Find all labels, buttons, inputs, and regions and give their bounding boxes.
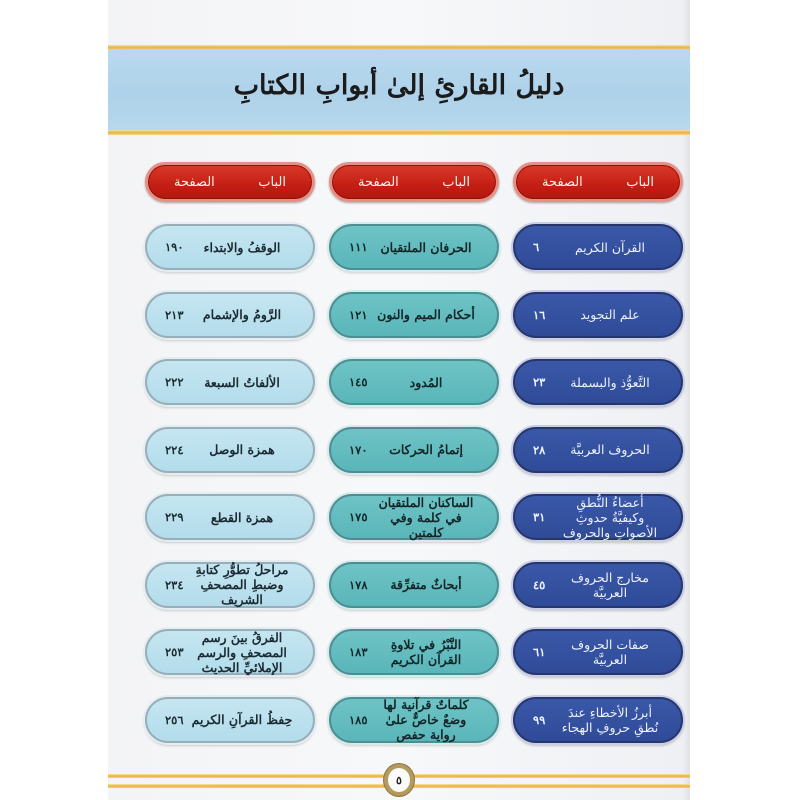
toc-entry[interactable] [145,359,315,405]
toc-entry[interactable] [329,427,499,473]
toc-entry[interactable] [145,494,315,540]
page-number: ٦ [533,240,540,254]
toc-entry[interactable] [513,359,683,405]
page-number: ٣١ [533,510,546,524]
chapter-title: الألفاتُ السبعة [204,374,280,390]
page-number: ١٨٥ [349,712,368,727]
column-header [513,162,683,202]
page-number: ١٨٣ [349,645,368,659]
page-number: ١٩٠ [165,240,184,254]
chapter-title: الوقفُ والابتداء [203,239,281,255]
header-chapter-label: الباب [258,174,286,190]
toc-entry[interactable] [145,697,315,743]
chapter-title: مخارج الحروف العربيَّة [571,569,649,600]
page-number: ٤٥ [533,577,546,592]
toc-entry[interactable] [513,494,683,540]
page-number: ١٧٠ [349,442,368,457]
chapter-title: القرآن الكريم [574,239,645,255]
chapter-title: التَّعوُّذ والبسملة [570,374,650,390]
chapter-title: علم التجويد [580,307,640,322]
header-chapter-label: الباب [626,174,654,190]
chapter-title: الرَّومُ والإشمام [202,307,282,322]
page-number: ٢٣٤ [165,577,184,592]
toc-entry[interactable] [329,494,499,540]
toc-entry[interactable] [329,562,499,608]
page-number: ٢٢٩ [165,510,184,524]
toc-entry[interactable] [513,697,683,743]
page-number: ٢٨ [533,442,546,457]
chapter-title: الحروف العربيَّة [570,442,650,457]
toc-entry[interactable] [329,629,499,675]
toc-entry[interactable] [329,697,499,743]
page-number: ٢٣ [533,375,546,389]
page-number-badge: ٥ [384,764,414,796]
toc-entry[interactable] [145,224,315,270]
chapter-title: أعضاءُ النُّطقِ وكيفيَّةُ حدوثِ الأصواتِ والحروف [562,494,658,540]
gold-divider-top [108,45,690,50]
chapter-title: الساكنان الملتقيان في كلمة وفي كلمتين [378,494,474,540]
toc-entry[interactable] [513,292,683,338]
toc-column-left [145,162,315,764]
header-page-label: الصفحة [542,174,583,190]
toc-entry[interactable] [513,562,683,608]
header-page-label: الصفحة [358,174,399,190]
toc-entry[interactable] [145,427,315,473]
column-header [145,162,315,202]
chapter-title: الفرقُ بينَ رسم المصحفِ والرسم الإملائيِّ الحديث [197,629,287,675]
chapter-title: النَّبْرُ في تلاوةِ القرآن الكريم [390,637,462,667]
chapter-title: أبرزُ الأخطاءِ عندَ نُطقِ حروفِ الهجاء [561,704,659,735]
toc-entry[interactable] [329,292,499,338]
chapter-title: مراحلُ تطوُّرِ كتابةِ وضبطِ المصحفِ الشريف [195,562,289,607]
column-header [329,162,499,202]
page-number: ٢٢٢ [165,375,184,389]
chapter-title: حِفظُ القرآنِ الكريم [191,712,293,727]
page-number: ٩٩ [533,712,546,727]
toc-entry[interactable] [513,427,683,473]
page-number: ٢٥٦ [165,712,184,727]
page-number: ٢٥٣ [165,645,184,659]
page-number: ١٧٥ [349,510,368,524]
gold-divider-bottom [108,130,690,135]
chapter-title: صفات الحروف العربيَّة [571,637,649,667]
page-title: دليلُ القارئِ إلىٰ أبوابِ الكتابِ [233,70,565,101]
page-number: ١٤٥ [349,375,368,389]
chapter-title: المُدود [409,374,443,390]
table-of-contents [145,162,682,764]
toc-entry[interactable] [145,629,315,675]
header-chapter-label: الباب [442,174,470,190]
chapter-title: الحرفان الملتقيان [380,239,472,255]
page-number: ٦١ [533,645,546,659]
page-footer [108,770,690,792]
page-number: ١١١ [349,240,368,254]
toc-entry[interactable] [329,359,499,405]
page-number: ١٢١ [349,307,368,322]
chapter-title: أحكام الميم والنون [377,307,475,322]
title-banner [108,48,690,132]
toc-entry[interactable] [513,224,683,270]
chapter-title: كلماتٌ قرآنية لها وضعٌ خاصٌّ علىٰ رواية حفص [383,697,469,742]
toc-column-middle [329,162,499,764]
chapter-title: همزة القطع [210,509,274,525]
header-page-label: الصفحة [174,174,215,190]
page-number: ٢١٣ [165,307,184,322]
page-number: ١٧٨ [349,577,368,592]
page-number: ٢٢٤ [165,442,184,457]
toc-entry[interactable] [145,292,315,338]
toc-entry[interactable] [329,224,499,270]
toc-entry[interactable] [513,629,683,675]
toc-entry[interactable] [145,562,315,608]
page-number: ١٦ [533,307,546,322]
chapter-title: أبحاثٌ متفرِّقة [390,577,462,592]
toc-column-right [513,162,683,764]
chapter-title: همزة الوصل [209,442,275,457]
chapter-title: إتمامُ الحركات [389,442,463,457]
